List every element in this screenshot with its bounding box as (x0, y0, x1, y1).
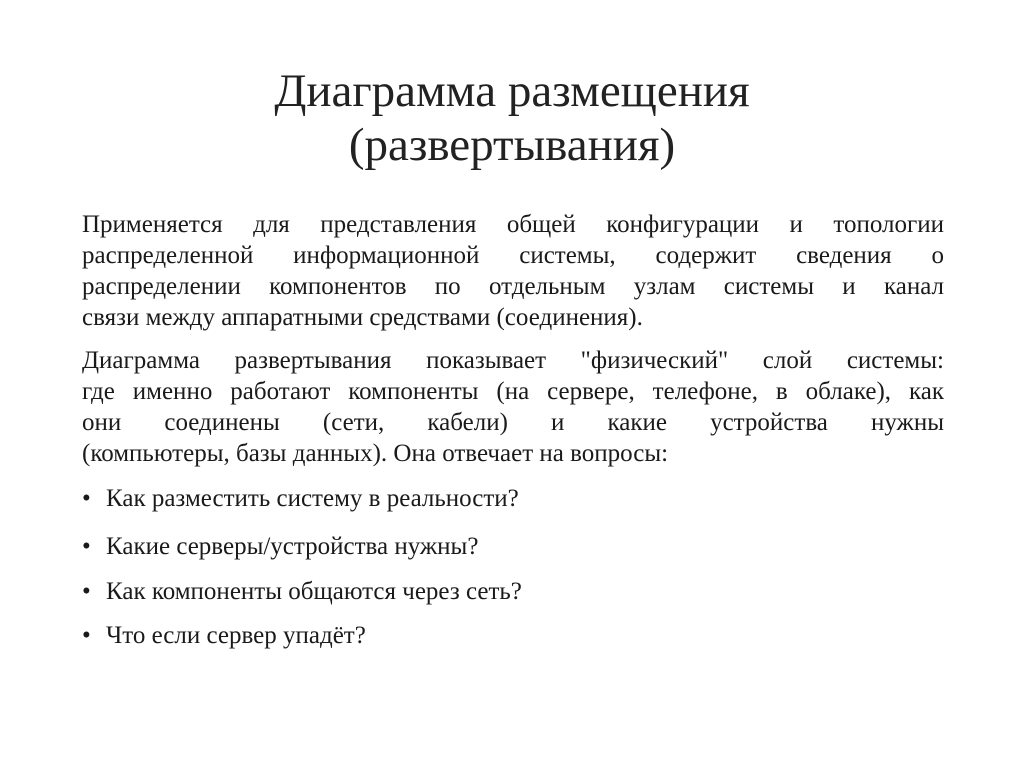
paragraph-2-line-1: Диаграмма развертывания показывает "физический" слой системы: (82, 347, 944, 374)
paragraph-2-line-2: где именно работают компоненты (на сервере, телефоне, в облаке), как (82, 378, 944, 405)
slide-title-line-2: (развертывания) (348, 119, 676, 171)
paragraph-2-line-4: (компьютеры, базы данных). Она отвечает на вопросы: (82, 440, 669, 467)
bullet-item (82, 532, 478, 561)
bullet-text: Какие серверы/устройства нужны? (106, 533, 479, 560)
bullet-item (82, 621, 366, 650)
paragraph-1-line-2: распределенной информационной системы, содержит сведения о (82, 242, 944, 269)
bullet-marker: • (82, 578, 91, 605)
bullet-text: Как компоненты общаются через сеть? (106, 578, 522, 605)
bullet-item (82, 577, 522, 606)
paragraph-2-line-3: они соединены (сети, кабели) и какие устройства нужны (82, 409, 944, 436)
bullet-marker: • (82, 622, 91, 649)
bullet-text: Как разместить систему в реальности? (106, 485, 519, 512)
slide-title-line-1: Диаграмма размещения (274, 65, 750, 117)
bullet-item (82, 484, 519, 513)
bullet-marker: • (82, 485, 91, 512)
paragraph-1-line-3: распределении компонентов по отдельным узлам системы и канал (82, 273, 944, 300)
bullet-marker: • (82, 533, 91, 560)
paragraph-1-line-1: Применяется для представления общей конфигурации и топологии (82, 211, 944, 238)
bullet-text: Что если сервер упадёт? (106, 622, 366, 649)
paragraph-1-line-4: связи между аппаратными средствами (соединения). (82, 304, 643, 331)
